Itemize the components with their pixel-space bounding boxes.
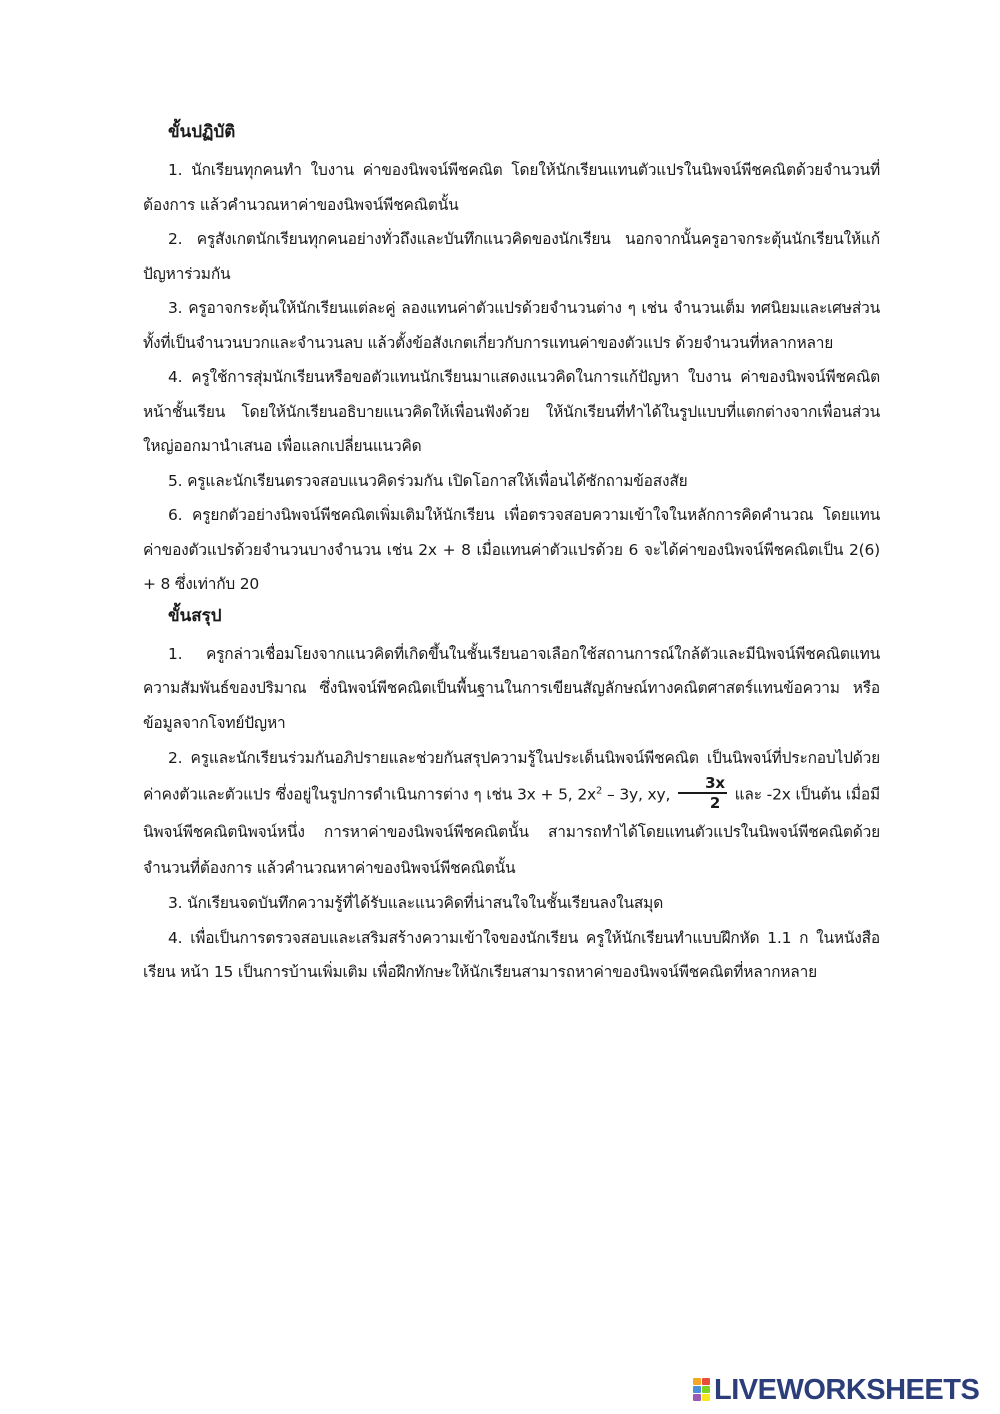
- practice-item-5: 5. ครูและนักเรียนตรวจสอบแนวคิดร่วมกัน เปิดโอกาสให้เพื่อนได้ซักถามข้อสงสัย: [168, 471, 688, 490]
- practice-item-1: 1. นักเรียนทุกคนทำ ใบงาน ค่าของนิพจน์พีชคณิต โดยให้นักเรียนแทนตัวแปรในนิพจน์พีชคณิตด้วยจำนวนที่ต้องการ แล้วคำนวณหาค่าของนิพจน์พีชคณิตนั้น: [143, 161, 880, 214]
- fraction-3x-over-2: [678, 774, 727, 812]
- summary-item-2-text-a: 2. ครูและนักเรียนร่วมกันอภิปรายและช่วยกันสรุปความรู้ในประเด็นนิพจน์พีชคณิต เป็นนิพจน์ที่ประกอบไปด้วยค่าคงตัวและตัวแปร ซึ่งอยู่ในรูปการดำเนินการต่าง ๆ เช่น 3x + 5, 2x: [143, 749, 880, 804]
- practice-item-3: 3. ครูอาจกระตุ้นให้นักเรียนแต่ละคู่ ลองแทนค่าตัวแปรด้วยจำนวนต่าง ๆ เช่น จำนวนเต็ม ทศนิยมและเศษส่วน ทั้งที่เป็นจำนวนบวกและจำนวนลบ แล้วตั้งข้อสังเกตเกี่ยวกับการแทนค่าของตัวแปร ด้วยจำนวนที่หลากหลาย: [143, 299, 880, 352]
- logo-text: LIVEWORKSHEETS: [714, 1373, 980, 1406]
- summary-item-2-text-c: และ -2x เป็นต้น เมื่อมีนิพจน์พีชคณิตนิพจน์หนึ่ง การหาค่าของนิพจน์พีชคณิตนั้น สามารถทำได้โดยแทนตัวแปรในนิพจน์พีชคณิตด้วยจำนวนที่ต้องการ แล้วคำนวณหาค่าของนิพจน์พีชคณิตนั้น: [143, 785, 881, 877]
- document-content: [143, 120, 880, 990]
- section-heading-practice: ขั้นปฏิบัติ: [168, 122, 236, 142]
- practice-item-4: 4. ครูใช้การสุ่มนักเรียนหรือขอตัวแทนนักเรียนมาแสดงแนวคิดในการแก้ปัญหา ใบงาน ค่าของนิพจน์พีชคณิต หน้าชั้นเรียน โดยให้นักเรียนอธิบายแนวคิดให้เพื่อนฟังด้วย ให้นักเรียนที่ทำได้ในรูปแบบที่แตกต่างจากเพื่อนส่วนใหญ่ออกมานำเสนอ เพื่อแลกเปลี่ยนแนวคิด: [143, 368, 880, 455]
- summary-item-2: [143, 740, 880, 886]
- liveworksheets-logo: [693, 1372, 989, 1408]
- practice-item-2: 2. ครูสังเกตนักเรียนทุกคนอย่างทั่วถึงและบันทึกแนวคิดของนักเรียน นอกจากนั้นครูอาจกระตุ้นนักเรียนให้แก้ปัญหาร่วมกัน: [143, 230, 880, 283]
- summary-item-2-text-b: – 3y, xy,: [602, 785, 671, 804]
- section-heading-summary: ขั้นสรุป: [168, 605, 222, 626]
- liveworksheets-logo-icon: [693, 1378, 710, 1402]
- summary-item-1: 1. ครูกล่าวเชื่อมโยงจากแนวคิดที่เกิดขึ้นในชั้นเรียนอาจเลือกใช้สถานการณ์ใกล้ตัวและมีนิพจน์พีชคณิตแทนความสัมพันธ์ของปริมาณ ซึ่งนิพจน์พีชคณิตเป็นพื้นฐานในการเขียนสัญลักษณ์ทางคณิตศาสตร์แทนข้อความ หรือข้อมูลจากโจทย์ปัญหา: [143, 644, 880, 732]
- summary-item-3: 3. นักเรียนจดบันทึกความรู้ที่ได้รับและแนวคิดที่น่าสนใจในชั้นเรียนลงในสมุด: [168, 894, 664, 912]
- fraction-denominator: 2: [709, 794, 721, 812]
- practice-item-6: 6. ครูยกตัวอย่างนิพจน์พีชคณิตเพิ่มเติมให้นักเรียน เพื่อตรวจสอบความเข้าใจในหลักการคิดคำนวณ โดยแทนค่าของตัวแปรด้วยจำนวนบางจำนวน เช่น 2x + 8 เมื่อแทนค่าตัวแปรด้วย 6 จะได้ค่าของนิพจน์พีชคณิตเป็น 2(6) + 8 ซึ่งเท่ากับ 20: [143, 506, 880, 593]
- fraction-numerator: 3x: [678, 774, 727, 794]
- summary-item-4: 4. เพื่อเป็นการตรวจสอบและเสริมสร้างความเข้าใจของนักเรียน ครูให้นักเรียนทำแบบฝึกหัด 1.1 ก ในหนังสือเรียน หน้า 15 เป็นการบ้านเพิ่มเติม เพื่อฝึกทักษะให้นักเรียนสามารถหาค่าของนิพจน์พีชคณิตที่หลากหลาย: [143, 928, 880, 981]
- exponent: 2: [595, 785, 603, 797]
